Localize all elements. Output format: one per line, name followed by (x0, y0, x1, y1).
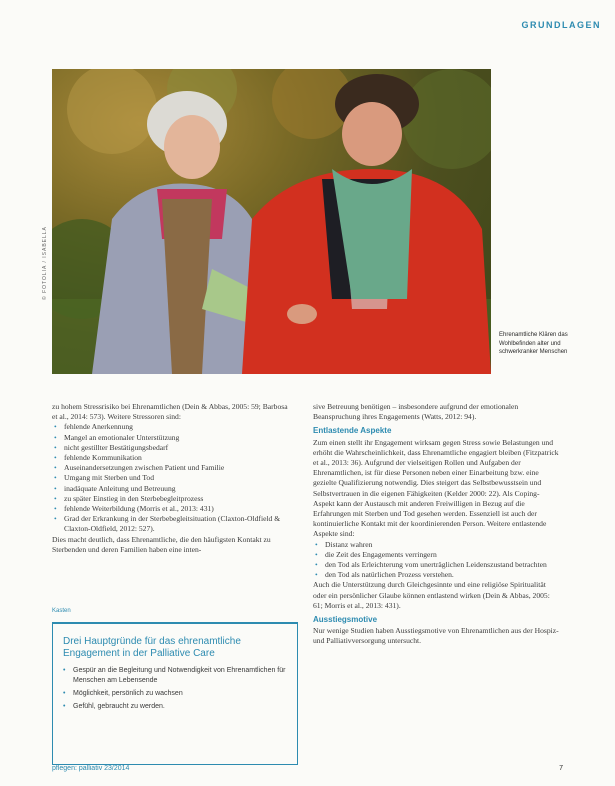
list-item: • fehlende Weiterbildung (Morris et al., 2013: 431) (64, 504, 294, 514)
section-label: GRUNDLAGEN (521, 20, 601, 30)
stressor-list (52, 422, 294, 534)
list-item: • Grad der Erkrankung in der Sterbebegleitsituation (Claxton-Oldfield & Claxton-Oldfield, 2012: 527). (64, 514, 294, 534)
box-list (53, 666, 297, 712)
article-photo (52, 69, 491, 374)
support-paragraph: Auch die Unterstützung durch Gleichgesinnte und eine religiöse Spiritualität oder ein persönlicher Glaube können entlastend wirken (Dein & Abbas, 2005: 61; Morris et al., 2013: 431). (313, 580, 550, 610)
right-intro: sive Betreuung benötigen – insbesondere aufgrund der emotionalen Beanspruchung ihres Engagements (Watts, 2012: 94). (313, 402, 519, 422)
list-item: • Auseinandersetzungen zwischen Patient und Familie (64, 463, 294, 473)
photo-illustration (52, 69, 491, 374)
subheading-exit: Ausstiegsmotive (313, 615, 378, 625)
list-item: • fehlende Anerkennung (64, 422, 294, 432)
box-label: Kasten (52, 608, 71, 614)
box-title: Drei Hauptgründe für das ehrenamtliche Engagement in der Palliative Care (63, 636, 241, 659)
list-item: • zu später Einstieg in den Sterbebegleitprozess (64, 494, 294, 504)
photo-credit: © FOTOLIA / ISABELLA (42, 226, 48, 300)
left-intro: zu hohem Stressrisiko bei Ehrenamtlichen (Dein & Abbas, 2005: 59; Barbosa et al., 2014: 573). Weitere Stressoren sind: (52, 402, 288, 422)
subheading-relief: Entlastende Aspekte (313, 426, 392, 436)
list-item: • fehlende Kommunikation (64, 453, 294, 463)
list-item: • Möglichkeit, persönlich zu wachsen (73, 689, 287, 699)
left-column (52, 402, 294, 555)
list-item: • Mangel an emotionaler Unterstützung (64, 433, 294, 443)
list-item: • nicht gestillter Bestätigungsbedarf (64, 443, 294, 453)
left-outro: Dies macht deutlich, dass Ehrenamtliche, die den häufigsten Kontakt zu Sterbenden und deren Familien haben eine inten- (52, 534, 271, 554)
list-item: • Umgang mit Sterben und Tod (64, 473, 294, 483)
list-item: • den Tod als natürlichen Prozess verstehen. (325, 570, 559, 580)
list-item: • Distanz wahren (325, 540, 559, 550)
list-item: • Gespür an die Begleitung und Notwendigkeit von Ehrenamtlichen für Menschen am Lebensende (73, 666, 287, 686)
list-item: • den Tod als Erleichterung vom unerträglichen Leidenszustand betrachten (325, 560, 559, 570)
list-item: • die Zeit des Engagements verringern (325, 550, 559, 560)
list-item: • Gefühl, gebraucht zu werden. (73, 702, 287, 712)
relief-paragraph: Zum einen stellt ihr Engagement wirksam gegen Stress sowie Belastungen und erhöht die Wahrscheinlichkeit, dass Ehrenamtliche engagiert bleiben (Fitzpatrick et al., 2013: 36). Aufgrund der vielseitigen Rollen und Aufgaben der Ehrenamtlichen, ist für diese Personen neben einer Einarbeitung bzw. eine gezielte Qualifizierung notwendig. Dies steigert das Selbstbewusstsein und Selbstvertrauen in die eigenen Fähigkeiten (Kelder 2000: 22). Als Coping-Aspekt kann der Austausch mit anderen Freiwilligen in Bezug auf die Erfahrungen mit Sterben und Tod gesehen werden. Essenziell ist auch der kontinuierliche Kontakt mit der koordinierenden Person. Weitere entlastende Aspekte sind: (313, 437, 559, 539)
journal-footer: pflegen: palliativ 23/2014 (52, 765, 130, 772)
photo-caption: Ehrenamtliche Klären das Wohlbefinden alter und schwerkranker Menschen (499, 332, 568, 355)
relief-list (313, 540, 559, 581)
page-number: 7 (559, 765, 563, 772)
info-box (52, 622, 298, 765)
list-item: • inadäquate Anleitung und Betreuung (64, 484, 294, 494)
right-column (313, 402, 559, 647)
exit-paragraph: Nur wenige Studien haben Ausstiegsmotive von Ehrenamtlichen aus der Hospiz- und Palliativversorgung untersucht. (313, 626, 559, 646)
